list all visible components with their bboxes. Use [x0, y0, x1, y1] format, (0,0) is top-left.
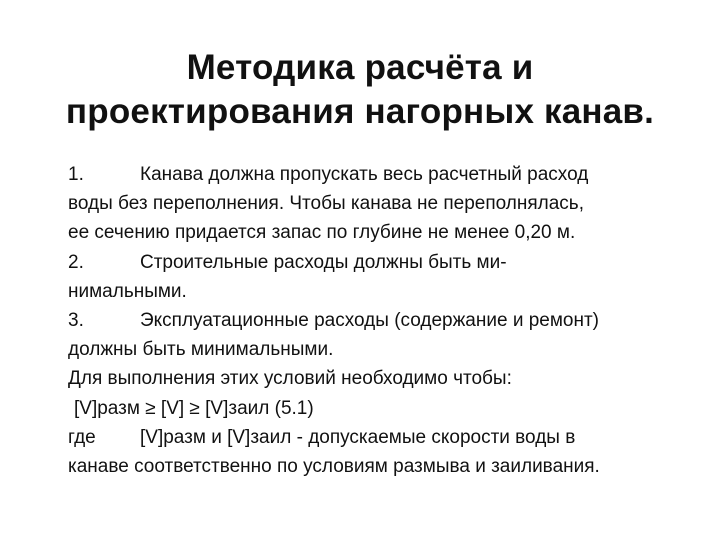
condition-intro: Для выполнения этих условий необходимо чтобы:	[68, 368, 512, 390]
item-2-number: 2.	[68, 251, 84, 273]
item-2-line-1	[68, 248, 693, 277]
item-1-line-2: воды без переполнения. Чтобы канава не переполнялась,	[68, 193, 584, 215]
item-3-number: 3.	[68, 309, 84, 331]
item-3-text: Эксплуатационные расходы (содержание и ремонт)	[140, 309, 600, 331]
where-word: где	[68, 426, 96, 448]
where-text: [V]разм и [V]заил - допускаемые скорости воды в	[140, 426, 576, 448]
item-1-number: 1.	[68, 164, 84, 185]
formula: [V]разм ≥ [V] ≥ [V]заил (5.1)	[74, 397, 314, 419]
item-2-text: Строительные расходы должны быть ми-	[140, 251, 507, 273]
item-1-text: Канава должна пропускать весь расчетный расход	[140, 164, 589, 185]
item-3-line-2: должны быть минимальными.	[68, 339, 334, 361]
item-3-line-1	[68, 306, 693, 335]
slide-title	[20, 46, 700, 134]
title-line-1: Методика расчёта и	[186, 48, 534, 87]
item-1-line-3: ее сечению придается запас по глубине не менее 0,20 м.	[68, 222, 576, 244]
item-1-line-1	[68, 160, 693, 189]
item-2-line-2: нимальными.	[68, 280, 187, 302]
slide-body	[68, 160, 693, 481]
title-line-2: проектирования нагорных канав.	[65, 92, 655, 131]
where-line-2: канаве соответственно по условиям размыва и заиливания.	[68, 455, 600, 477]
where-line-1	[68, 423, 693, 452]
